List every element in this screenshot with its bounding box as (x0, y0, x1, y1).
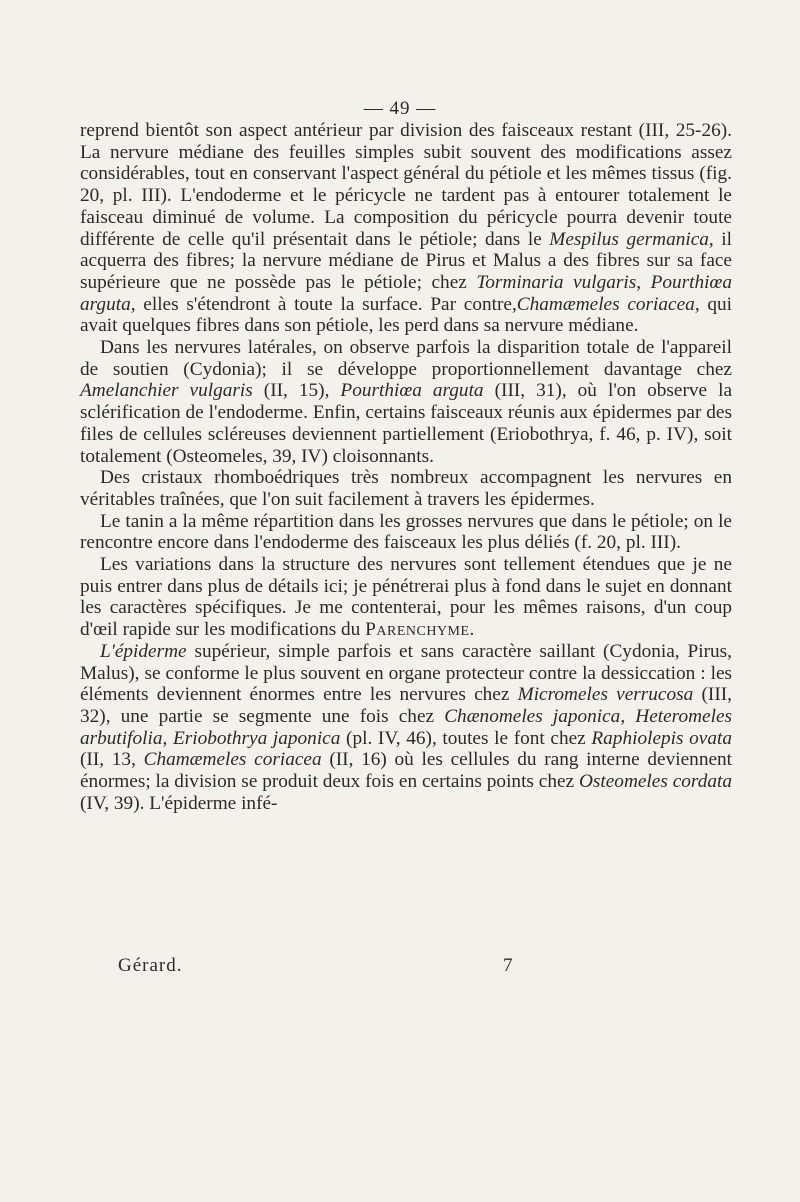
text-run: , qui avait quelques fibres dans son pétiole, les perd dans sa nervure médiane. (80, 293, 733, 337)
text-run: reprend bientôt son aspect antérieur par division des faisceaux restant (III, 25-26). La nervure médiane des feuilles simples subit souvent des modifications assez considérables, tout en conservant l'aspect général du pétiole et les mêmes tissus (fig. 20, pl. III). L'endoderme et le péricycle ne tardent pas à entourer totalement le faisceau diminué de volume. La composition du péricycle pourra devenir toute différente de celle qu'il présentait dans le pétiole; dans le (80, 120, 732, 250)
text-run: , (620, 705, 636, 727)
text-run: , elles s'étendront à toute la surface. Par contre, (130, 293, 517, 315)
italic-text: Torminaria vulgaris (476, 271, 637, 293)
text-run: (pl. IV, 46), toutes le font chez (340, 727, 592, 749)
italic-text: L'épiderme (100, 640, 187, 662)
paragraph (80, 554, 732, 641)
smallcaps-text: Parenchyme. (365, 619, 475, 641)
italic-text: Pourthiœa arguta (340, 380, 484, 402)
text-run: , (162, 727, 173, 749)
signature-number: 7 (503, 955, 513, 976)
page-number: — 49 — (363, 98, 437, 119)
text-run: Dans les nervures latérales, on observe parfois la disparition totale de l'appareil de soutien (Cydonia); il se développe proportionnellement davantage chez (80, 337, 732, 380)
text-run: (III, 32), une partie se segmente une fois chez (80, 684, 733, 727)
italic-text: Osteomeles cordata (578, 771, 732, 793)
signature-mark: Gérard. (118, 955, 183, 976)
text-run: (II, 15), (252, 380, 341, 402)
paragraph (80, 120, 732, 337)
paragraph (80, 467, 732, 510)
italic-text: Pourthiœa arguta (80, 271, 733, 315)
italic-text: Eriobothrya japonica (172, 727, 341, 749)
italic-text: Chamæmeles coriacea (516, 293, 695, 315)
text-run: (II, 16) où les cellules du rang interne deviennent énormes; la division se produit deux fois en certains points chez (80, 749, 733, 793)
text-run: supérieur, simple parfois et sans caractère saillant (Cydonia, Pirus, Malus), se conforme le plus souvent en organe protecteur contre la dessiccation : les éléments deviennent énormes entre les nervures chez (80, 640, 732, 706)
paragraph (80, 511, 732, 554)
italic-text: Micromeles verrucosa (517, 684, 694, 706)
italic-text: Amelanchier vulgaris (80, 380, 253, 402)
text-run: Les variations dans la structure des nervures sont tellement étendues que je ne puis entrer dans plus de détails ici; je pénétrerai plus à fond dans le sujet en donnant les caractères spécifiques. Je me contenterai, pour les mêmes raisons, d'un coup d'œil rapide sur les modifications du (80, 554, 732, 641)
italic-text: Raphiolepis ovata (591, 727, 732, 749)
text-run: Le tanin a la même répartition dans les grosses nervures que dans le pétiole; on le rencontre encore dans l'endoderme des faisceaux les plus déliés (f. 20, pl. III). (80, 510, 732, 554)
italic-text: Heteromeles arbutifolia (80, 705, 733, 749)
text-run: (IV, 39). L'épiderme infé- (80, 792, 278, 814)
text-run: , il acquerra des fibres; la nervure médiane de Pirus et Malus a des fibres sur sa face supérieure que ne possède pas le pétiole; chez (80, 228, 732, 293)
paragraph (80, 337, 732, 467)
body-text (80, 120, 732, 815)
italic-text: Chænomeles japonica (444, 705, 621, 727)
text-run: (II, 13, (80, 749, 144, 771)
text-run: , (636, 271, 651, 293)
italic-text: Mespilus germanica (549, 228, 709, 250)
paragraph (80, 641, 732, 815)
text-run: Des cristaux rhomboédriques très nombreux accompagnent les nervures en véritables traînées, que l'on suit facilement à travers les épidermes. (80, 467, 732, 510)
text-run: (III, 31), où l'on observe la sclérification de l'endoderme. Enfin, certains faisceaux réunis aux épidermes par des files de cellules scléreuses deviennent partiellement (Eriobothrya, f. 46, p. IV), soit totalement (Osteomeles, 39, IV) cloisonnants. (80, 380, 732, 467)
italic-text: Chamæmeles coriacea (143, 749, 322, 771)
